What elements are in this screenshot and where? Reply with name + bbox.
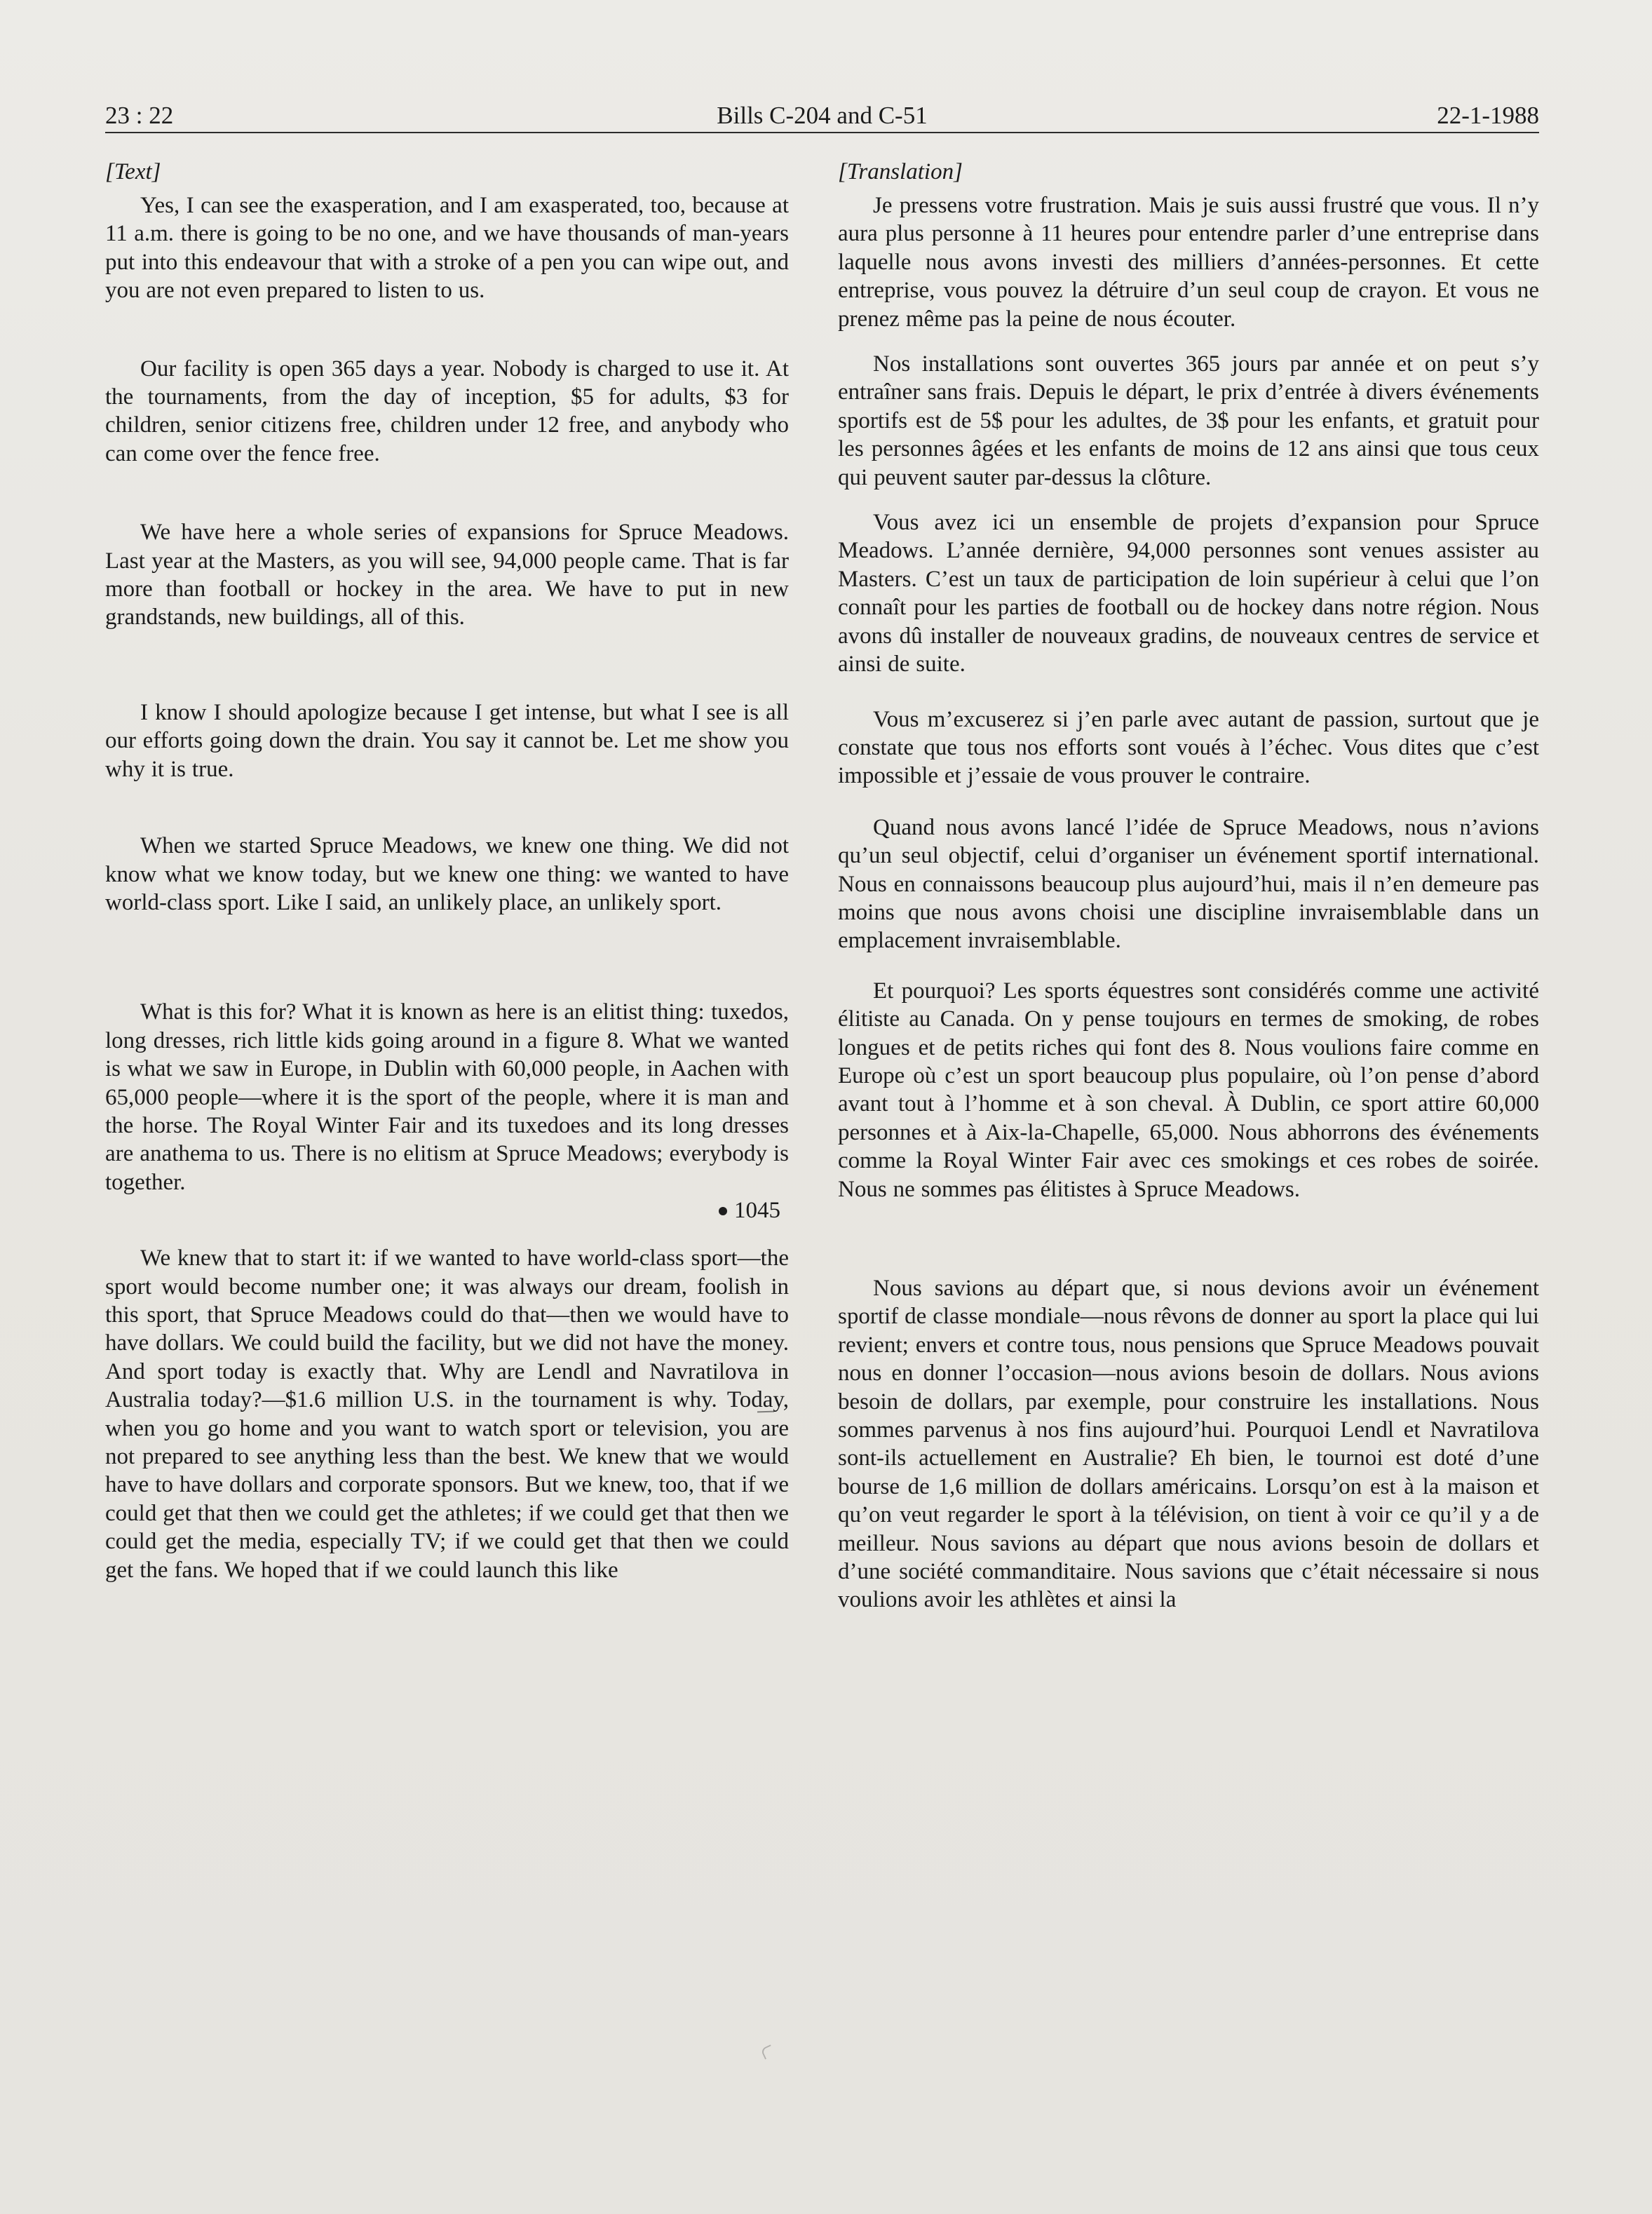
right-paragraph: Nous savions au départ que, si nous devions avoir un événement sportif de classe mondiale—nous rêvons de donner au sport la place qui lui revient; envers et contre tous, nous pensions que Spruce Meadows pouvait nous en donner l’occasion—nous avions besoin de dollars. Nous avions besoin de dollars, par exemple, pour construire les installations. Nous sommes parvenus à nos fins aujourd’hui. Pourquoi Lendl et Navratilova sont-ils actuellement en Australie? Eh bien, le tournoi est doté d’une bourse de 1,6 million de dollars américains. Lorsqu’on est à la maison et qu’on veut regarder le sport à la télévision, on tient à voir ce qu’il y a de meilleur. Nous savions au départ que nous avions besoin de dollars et d’une société commanditaire. Nous savions que c’était nécessaire si nous voulions avoir les athlètes et ainsi la <box>838 1276 1539 1613</box>
page-title: Bills C-204 and C-51 <box>717 102 928 129</box>
left-column <box>105 158 789 1612</box>
text-section-tag: [Text] <box>105 159 161 184</box>
translation-section-tag: [Translation] <box>838 159 963 184</box>
left-paragraph: What is this for? What it is known as here is an elitist thing: tuxedos, long dresses, rich little kids going around in a figure 8. What we wanted is what we saw in Europe, in Dublin with 60,000 people, in Aachen with 65,000 people—where it is the sport of the people, where it is man and the horse. The Royal Winter Fair and its tuxedoes and its long dresses are anathema to us. There is no elitism at Spruce Meadows; everybody is together. <box>105 999 789 1195</box>
header-divider <box>105 132 1539 133</box>
left-paragraph: Yes, I can see the exasperation, and I am exasperated, too, because at 11 a.m. there is going to be no one, and we have thousands of man-years put into this endeavour that with a stroke of a pen you can wipe out, and you are not even prepared to listen to us. <box>105 193 789 304</box>
left-paragraph: When we started Spruce Meadows, we knew one thing. We did not know what we know today, but we knew one thing: we wanted to have world-class sport. Like I said, an unlikely place, an unlikely sport. <box>105 833 789 915</box>
left-paragraph: We have here a whole series of expansions for Spruce Meadows. Last year at the Masters, as you will see, 94,000 people came. That is far more than football or hockey in the area. We have to put in new grandstands, new buildings, all of this. <box>105 520 789 630</box>
page-number: 23 : 22 <box>105 102 174 129</box>
right-paragraph: Vous avez ici un ensemble de projets d’expansion pour Spruce Meadows. L’année dernière, 94,000 personnes sont venues assister au Masters. C’est un taux de participation de loin supérieur à celui que l’on connaît pour les parties de football ou de hockey dans notre région. Nous avons dû installer de nouveaux gradins, de nouveaux centres de service et ainsi de suite. <box>838 510 1539 677</box>
left-paragraph: I know I should apologize because I get intense, but what I see is all our efforts going down the drain. You say it cannot be. Let me show you why it is true. <box>105 699 789 782</box>
left-paragraph: We knew that to start it: if we wanted to have world-class sport—the sport would become number one; it was always our dream, foolish in this sport, that Spruce Meadows could do that—then we would have to have dollars. We could build the facility, but we did not have the money. And sport today is exactly that. Why are Lendl and Navratilova in Australia today?—$1.6 million U.S. in the tournament is why. Today, when you go home and you want to watch sport or television, you are not prepared to see anything less than the best. We knew that we would have to have dollars and corporate sponsors. But we knew, too, that if we could get that then we could get the athletes; if we could get that then we could get the media, especially TV; if we could get that then we could get the fans. We hoped that if we could launch this like <box>105 1246 789 1583</box>
right-paragraph: Quand nous avons lancé l’idée de Spruce Meadows, nous n’avions qu’un seul objectif, celui d’organiser un événement sportif international. Nous en connaissons beaucoup plus aujourd’hui, mais il n’en demeure pas moins que nous avons choisi une discipline invraisemblable dans un emplacement invraisemblable. <box>838 814 1539 954</box>
page-header <box>105 102 1539 141</box>
stray-mark <box>760 2044 775 2059</box>
bullet-icon <box>719 1207 727 1215</box>
time-marker <box>105 1196 789 1224</box>
right-paragraph: Vous m’excuserez si j’en parle avec autant de passion, surtout que je constate que tous nos efforts sont voués à l’échec. Vous dites que c’est impossible et j’essaie de vous prouver le contraire. <box>838 706 1539 789</box>
right-paragraph: Je pressens votre frustration. Mais je suis aussi frustré que vous. Il n’y aura plus personne à 11 heures pour entendre parler d’une entreprise dans laquelle nous avons investi des milliers d’années-personnes. Et cette entreprise, vous pouvez la détruire d’un seul coup de crayon. Et vous ne prenez même pas la peine de nous écouter. <box>838 193 1539 332</box>
right-column <box>838 158 1539 1614</box>
right-paragraph: Et pourquoi? Les sports équestres sont considérés comme une activité élitiste au Canada. On y pense toujours en termes de smoking, de robes longues et de petits riches qui font des 8. Nous voulions faire comme en Europe où c’est un sport beaucoup plus populaire, où l’on pense d’abord avant tout à l’homme et à son cheval. À Dublin, ce sport attire 60,000 personnes et à Aix-la-Chapelle, 65,000. Nous abhorrons des événements comme la Royal Winter Fair avec ces smokings et ces robes de soirée. Nous ne sommes pas élitistes à Spruce Meadows. <box>838 978 1539 1202</box>
time-marker-value: 1045 <box>734 1198 780 1224</box>
right-paragraph: Nos installations sont ouvertes 365 jours par année et on peut s’y entraîner sans frais. Depuis le départ, le prix d’entrée à divers événements sportifs est de 5$ pour les adultes, de 3$ pour les enfants, et gratuit pour les personnes âgées et les enfants de moins de 12 ans ainsi que tous ceux qui peuvent sauter par-dessus la clôture. <box>838 351 1539 490</box>
page-date: 22-1-1988 <box>1437 102 1539 129</box>
left-paragraph: Our facility is open 365 days a year. Nobody is charged to use it. At the tournaments, from the day of inception, $5 for adults, $3 for children, senior citizens free, children under 12 free, and anybody who can come over the fence free. <box>105 356 789 466</box>
